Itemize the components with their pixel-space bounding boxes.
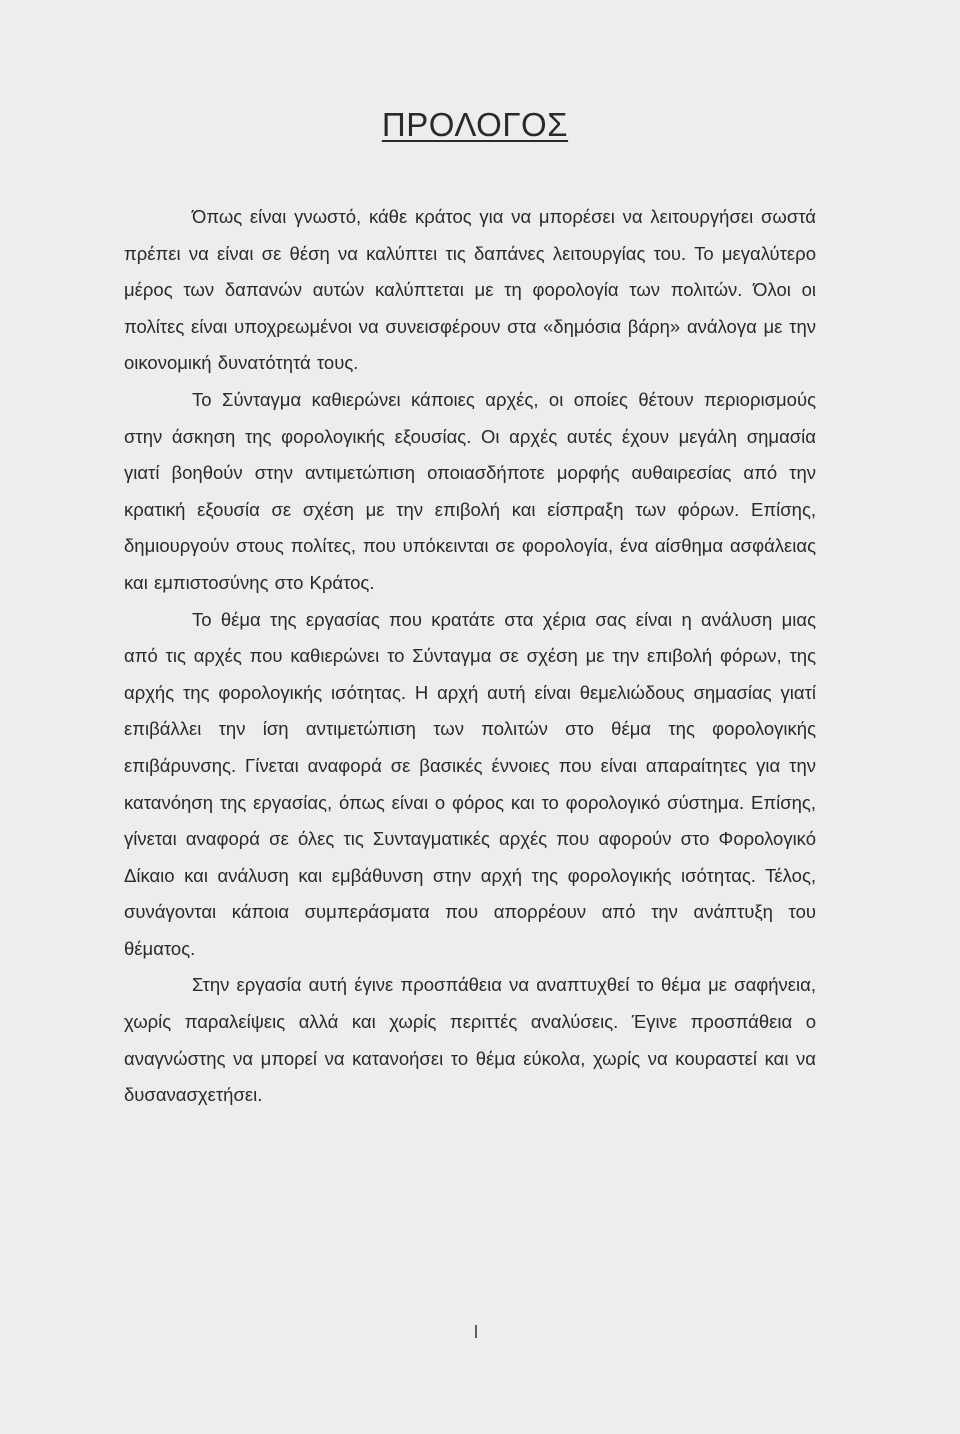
paragraph-2: Το Σύνταγμα καθιερώνει κάποιες αρχές, οι οποίες θέτουν περιορισμούς στην άσκηση της φορολογικής εξουσίας. Οι αρχές αυτές έχουν μεγάλη σημασία γιατί βοηθούν στην αντιμετώπιση οποιασδήποτε μορφής αυθαιρεσίας από την κρατική εξουσία σε σχέση με την επιβολή και είσπραξη των φόρων. Επίσης, δημιουργούν στους πολίτες, που υπόκεινται σε φορολογία, ένα αίσθημα ασφάλειας και εμπιστοσύνης στο Κράτος. [124, 388, 816, 593]
paragraph-1: Όπως είναι γνωστό, κάθε κράτος για να μπορέσει να λειτουργήσει σωστά πρέπει να είναι σε θέση να καλύπτει τις δαπάνες λειτουργίας του. Το μεγαλύτερο μέρος των δαπανών αυτών καλύπτεται με τη φορολογία των πολιτών. Όλοι οι πολίτες είναι υποχρεωμένοι να συνεισφέρουν στα «δημόσια βάρη» ανάλογα με την οικονομική δυνατότητά τους. [124, 206, 816, 374]
page-title: ΠΡΟΛΟΓΟΣ [381, 106, 569, 143]
page-number: I [473, 1322, 479, 1342]
body-text [124, 199, 816, 1114]
paragraph-4: Στην εργασία αυτή έγινε προσπάθεια να αναπτυχθεί το θέμα με σαφήνεια, χωρίς παραλείψεις αλλά και χωρίς περιττές αναλύσεις. Έγινε προσπάθεια ο αναγνώστης να μπορεί να κατανοήσει το θέμα εύκολα, χωρίς να κουραστεί και να δυσανασχετήσει. [124, 974, 816, 1106]
paragraph-3: Το θέμα της εργασίας που κρατάτε στα χέρια σας είναι η ανάλυση μιας από τις αρχές που καθιερώνει το Σύνταγμα σε σχέση με την επιβολή φόρων, της αρχής της φορολογικής ισότητας. Η αρχή αυτή είναι θεμελιώδους σημασίας γιατί επιβάλλει την ίση αντιμετώπιση των πολιτών στο θέμα της φορολογικής επιβάρυνσης. Γίνεται αναφορά σε βασικές έννοιες που είναι απαραίτητες για την κατανόηση της εργασίας, όπως είναι ο φόρος και το φορολογικό σύστημα. Επίσης, γίνεται αναφορά σε όλες τις Συνταγματικές αρχές που αφορούν στο Φορολογικό Δίκαιο και ανάλυση και εμβάθυνση στην αρχή της φορολογικής ισότητας. Τέλος, συνάγονται κάποια συμπεράσματα που απορρέουν από την ανάπτυξη του θέματος. [124, 608, 816, 959]
